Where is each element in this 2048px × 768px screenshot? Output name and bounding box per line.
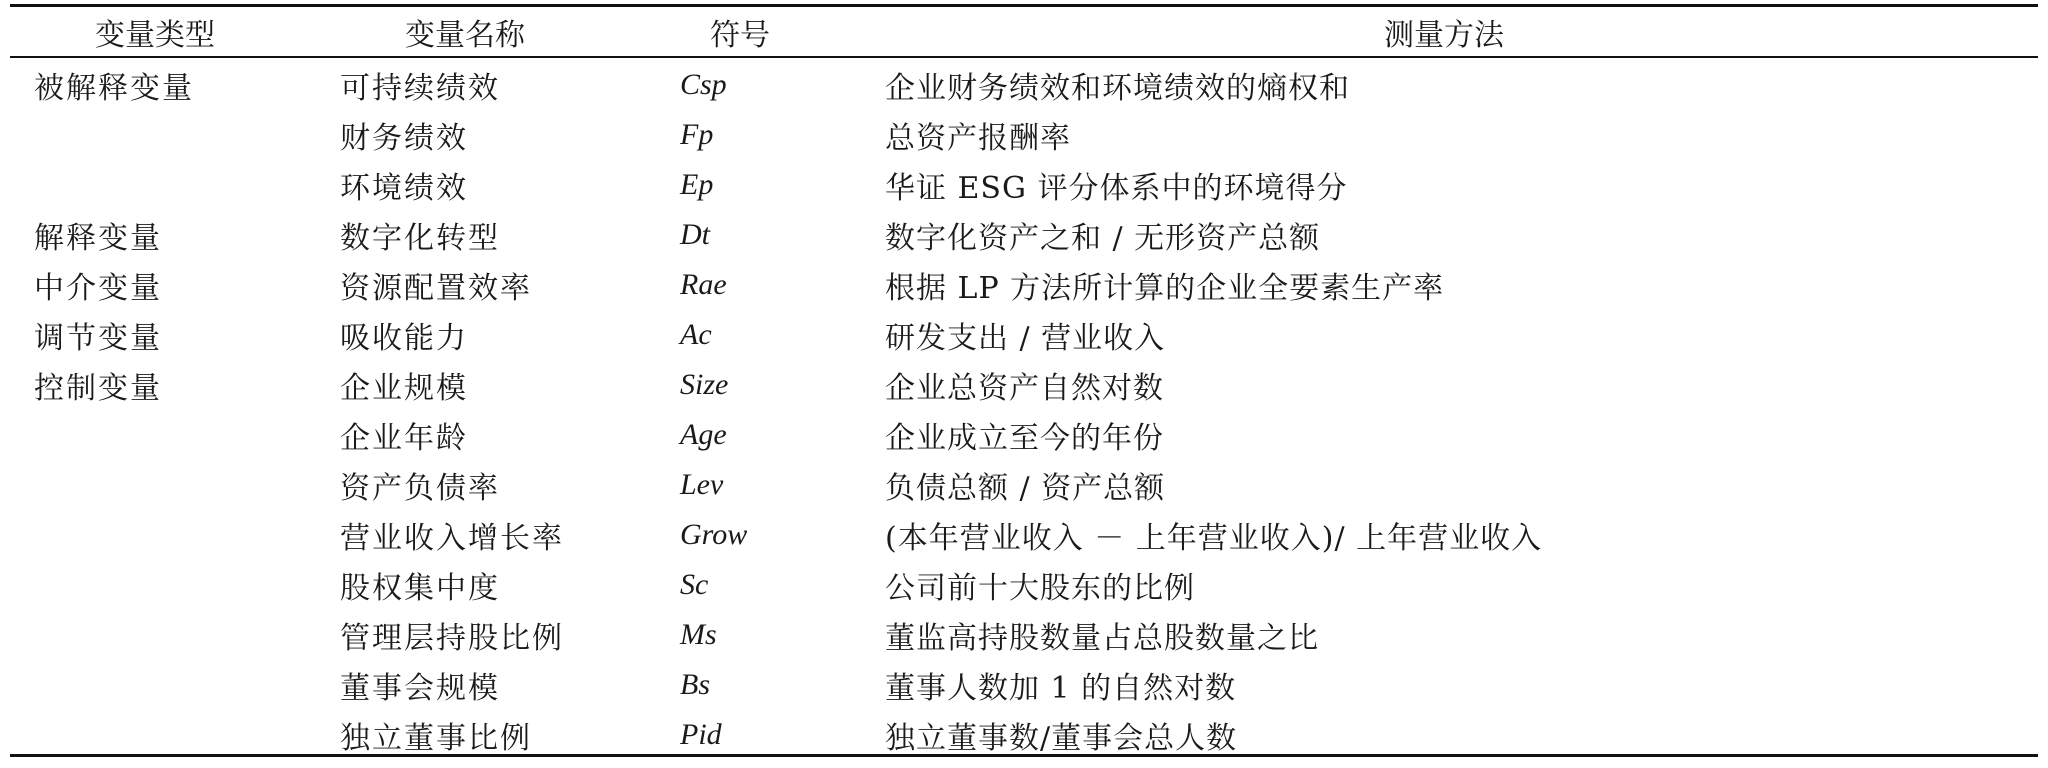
cell-variable-name: 环境绩效 [340, 171, 468, 206]
cell-symbol: Lev [680, 468, 724, 501]
cell-measurement-method: 企业总资产自然对数 [885, 371, 1164, 406]
cell-variable-name: 财务绩效 [340, 121, 468, 156]
table-row [10, 660, 2038, 710]
cell-variable-type: 调节变量 [34, 321, 162, 356]
cell-symbol: Rae [680, 268, 727, 301]
cell-symbol: Csp [680, 68, 727, 101]
table-row [10, 510, 2038, 560]
cell-variable-name: 资源配置效率 [340, 271, 532, 306]
table-row [10, 610, 2038, 660]
cell-symbol: Ms [680, 618, 717, 651]
cell-variable-type: 解释变量 [34, 221, 162, 256]
cell-measurement-method: 企业成立至今的年份 [885, 421, 1164, 456]
cell-symbol: Pid [680, 718, 722, 751]
header-variable-name: 变量名称 [405, 17, 525, 53]
cell-variable-name: 营业收入增长率 [340, 521, 564, 556]
cell-symbol: Ac [680, 318, 712, 351]
table-row [10, 310, 2038, 360]
cell-symbol: Bs [680, 668, 710, 701]
cell-variable-type [10, 410, 300, 460]
cell-variable-type [10, 660, 300, 710]
cell-variable-type: 中介变量 [34, 271, 162, 306]
table-row [10, 160, 2038, 210]
table-row [10, 110, 2038, 160]
cell-variable-type: 被解释变量 [34, 71, 194, 106]
cell-variable-type [10, 110, 300, 160]
table-row [10, 56, 2038, 110]
cell-measurement-method: 根据 LP 方法所计算的企业全要素生产率 [885, 271, 1445, 306]
cell-measurement-method: 董监高持股数量占总股数量之比 [885, 621, 1319, 656]
cell-measurement-method: 董事人数加 1 的自然对数 [885, 671, 1237, 706]
variable-definition-table [10, 7, 2038, 760]
cell-measurement-method: 研发支出 / 营业收入 [885, 321, 1166, 356]
cell-measurement-method: 负债总额 / 资产总额 [885, 471, 1166, 506]
cell-variable-name: 可持续绩效 [340, 71, 500, 106]
table-row [10, 260, 2038, 310]
cell-variable-name: 独立董事比例 [340, 721, 532, 756]
cell-variable-type [10, 610, 300, 660]
table-body [10, 56, 2038, 760]
cell-variable-type [10, 160, 300, 210]
table-row [10, 360, 2038, 410]
cell-measurement-method: (本年营业收入 － 上年营业收入)/ 上年营业收入 [885, 521, 1543, 556]
table-row [10, 710, 2038, 760]
cell-variable-name: 吸收能力 [340, 321, 468, 356]
table-row [10, 560, 2038, 610]
table-row [10, 410, 2038, 460]
cell-variable-type [10, 460, 300, 510]
cell-variable-name: 资产负债率 [340, 471, 500, 506]
cell-symbol: Fp [680, 118, 714, 151]
header-variable-type: 变量类型 [95, 17, 215, 53]
cell-symbol: Sc [680, 568, 709, 601]
table-row [10, 460, 2038, 510]
cell-variable-type [10, 560, 300, 610]
cell-variable-type [10, 510, 300, 560]
cell-measurement-method: 企业财务绩效和环境绩效的熵权和 [885, 71, 1350, 106]
table-header-row [10, 7, 2038, 56]
cell-variable-type [10, 710, 300, 760]
cell-symbol: Size [680, 368, 729, 401]
cell-symbol: Age [680, 418, 727, 451]
cell-measurement-method: 公司前十大股东的比例 [885, 571, 1195, 606]
cell-measurement-method: 独立董事数/董事会总人数 [885, 721, 1238, 756]
header-symbol: 符号 [710, 17, 770, 53]
cell-variable-name: 董事会规模 [340, 671, 500, 706]
cell-variable-name: 企业年龄 [340, 421, 468, 456]
cell-measurement-method: 总资产报酬率 [885, 121, 1071, 156]
cell-symbol: Dt [680, 218, 710, 251]
cell-symbol: Ep [680, 168, 714, 201]
table-row [10, 210, 2038, 260]
cell-measurement-method: 数字化资产之和 / 无形资产总额 [885, 221, 1321, 256]
cell-variable-name: 股权集中度 [340, 571, 500, 606]
cell-symbol: Grow [680, 518, 748, 551]
cell-variable-name: 数字化转型 [340, 221, 500, 256]
cell-variable-name: 企业规模 [340, 371, 468, 406]
cell-measurement-method: 华证 ESG 评分体系中的环境得分 [885, 171, 1348, 206]
cell-variable-name: 管理层持股比例 [340, 621, 564, 656]
header-measurement-method: 测量方法 [1384, 17, 1504, 53]
cell-variable-type: 控制变量 [34, 371, 162, 406]
